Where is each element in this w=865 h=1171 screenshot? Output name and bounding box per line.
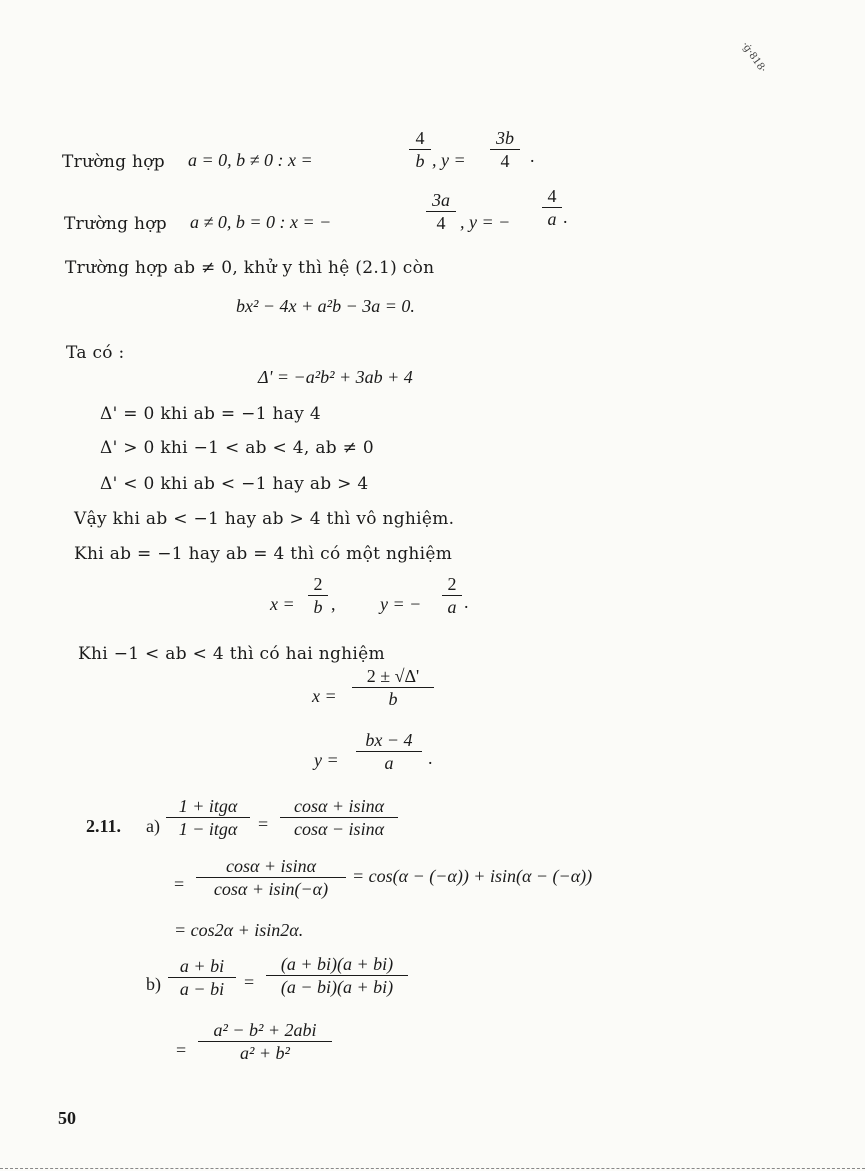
ta-co: Ta có :	[66, 343, 125, 363]
case2-x-num: 3a	[432, 190, 450, 210]
case2-y-den: a	[547, 209, 557, 229]
a-lhs-fraction	[166, 796, 250, 839]
case2-condition: a ≠ 0, b = 0 : x = −	[190, 212, 332, 232]
case2-end: .	[563, 207, 568, 227]
case1-y-den: 4	[500, 151, 510, 171]
one-solution-line: Khi ab = −1 hay ab = 4 thì có một nghiệm	[74, 544, 453, 564]
b-lhs-den: a − bi	[179, 979, 225, 999]
y2-label: y =	[314, 750, 339, 770]
a-lhs-den: 1 − itgα	[178, 819, 238, 839]
delta-zero: Δ' = 0 khi ab = −1 hay 4	[100, 404, 321, 424]
y1-fraction	[442, 574, 462, 617]
x2-num: 2 ± √Δ'	[366, 666, 420, 686]
y2-den: a	[384, 753, 394, 773]
case1-label: Trường hợp	[62, 152, 165, 172]
quadratic-equation: bx² − 4x + a²b − 3a = 0.	[236, 296, 415, 316]
part-a-label: a)	[146, 816, 160, 836]
y1-den: a	[447, 597, 457, 617]
case1-mid: , y =	[432, 150, 466, 170]
case2-label: Trường hợp	[64, 214, 167, 234]
b2-equals: =	[176, 1040, 187, 1060]
case1-x-num: 4	[415, 128, 425, 148]
case1-y-fraction	[490, 128, 520, 171]
a3-result: = cos2α + isin2α.	[174, 920, 304, 940]
y1-label: y = −	[380, 594, 422, 614]
b-lhs-num: a + bi	[179, 956, 225, 976]
two-solutions-line: Khi −1 < ab < 4 thì có hai nghiệm	[78, 644, 385, 664]
case3-text: Trường hợp ab ≠ 0, khử y thì hệ (2.1) còn	[65, 258, 435, 278]
b-equals: =	[244, 972, 255, 992]
case1-x-fraction	[409, 128, 431, 171]
b2-fraction	[198, 1020, 332, 1063]
case2-mid: , y = −	[460, 212, 511, 232]
case1-end: .	[530, 146, 535, 166]
a2-fraction	[196, 856, 346, 899]
case2-y-fraction	[542, 186, 562, 229]
b-rhs-num: (a + bi)(a + bi)	[280, 954, 394, 974]
page-number: 50	[58, 1108, 76, 1128]
case2-x-fraction	[426, 190, 456, 233]
b2-den: a² + b²	[240, 1043, 290, 1063]
case2-y-num: 4	[547, 186, 557, 206]
page-bottom-edge	[0, 1168, 865, 1169]
delta-equation: Δ' = −a²b² + 3ab + 4	[258, 367, 413, 387]
case1-x-den: b	[415, 151, 425, 171]
a-rhs-num: cosα + isinα	[293, 796, 385, 816]
x1-fraction	[308, 574, 328, 617]
delta-negative: Δ' < 0 khi ab < −1 hay ab > 4	[100, 474, 369, 494]
no-solution-line: Vậy khi ab < −1 hay ab > 4 thì vô nghiệm.	[74, 509, 455, 529]
case1-condition: a = 0, b ≠ 0 : x =	[188, 150, 313, 170]
exercise-number: 2.11.	[86, 816, 122, 836]
corner-stamp: ·ġ·818·	[738, 40, 769, 76]
y1-end: .	[464, 592, 469, 612]
x1-comma: ,	[331, 594, 336, 614]
b-rhs-fraction	[266, 954, 408, 997]
b-lhs-fraction	[168, 956, 236, 999]
a-rhs-den: cosα − isinα	[293, 819, 385, 839]
y2-fraction	[356, 730, 422, 773]
a2-equals: =	[174, 874, 185, 894]
x2-label: x =	[312, 686, 337, 706]
b-rhs-den: (a − bi)(a + bi)	[280, 977, 394, 997]
y2-end: .	[428, 748, 433, 768]
a2-num: cosα + isinα	[225, 856, 317, 876]
case1-y-num: 3b	[496, 128, 514, 148]
delta-positive: Δ' > 0 khi −1 < ab < 4, ab ≠ 0	[100, 438, 375, 458]
y2-num: bx − 4	[365, 730, 413, 750]
part-b-label: b)	[146, 974, 161, 994]
x1-num: 2	[313, 574, 323, 594]
a2-rest: = cos(α − (−α)) + isin(α − (−α))	[352, 866, 593, 886]
x1-den: b	[313, 597, 323, 617]
x2-fraction	[352, 666, 434, 709]
y1-num: 2	[447, 574, 457, 594]
a-rhs-fraction	[280, 796, 398, 839]
case2-x-den: 4	[436, 213, 446, 233]
x2-den: b	[388, 689, 398, 709]
x1-label: x =	[270, 594, 295, 614]
a2-den: cosα + isin(−α)	[213, 879, 329, 899]
b2-num: a² − b² + 2abi	[213, 1020, 317, 1040]
a-equals: =	[258, 814, 269, 834]
a-lhs-num: 1 + itgα	[178, 796, 238, 816]
